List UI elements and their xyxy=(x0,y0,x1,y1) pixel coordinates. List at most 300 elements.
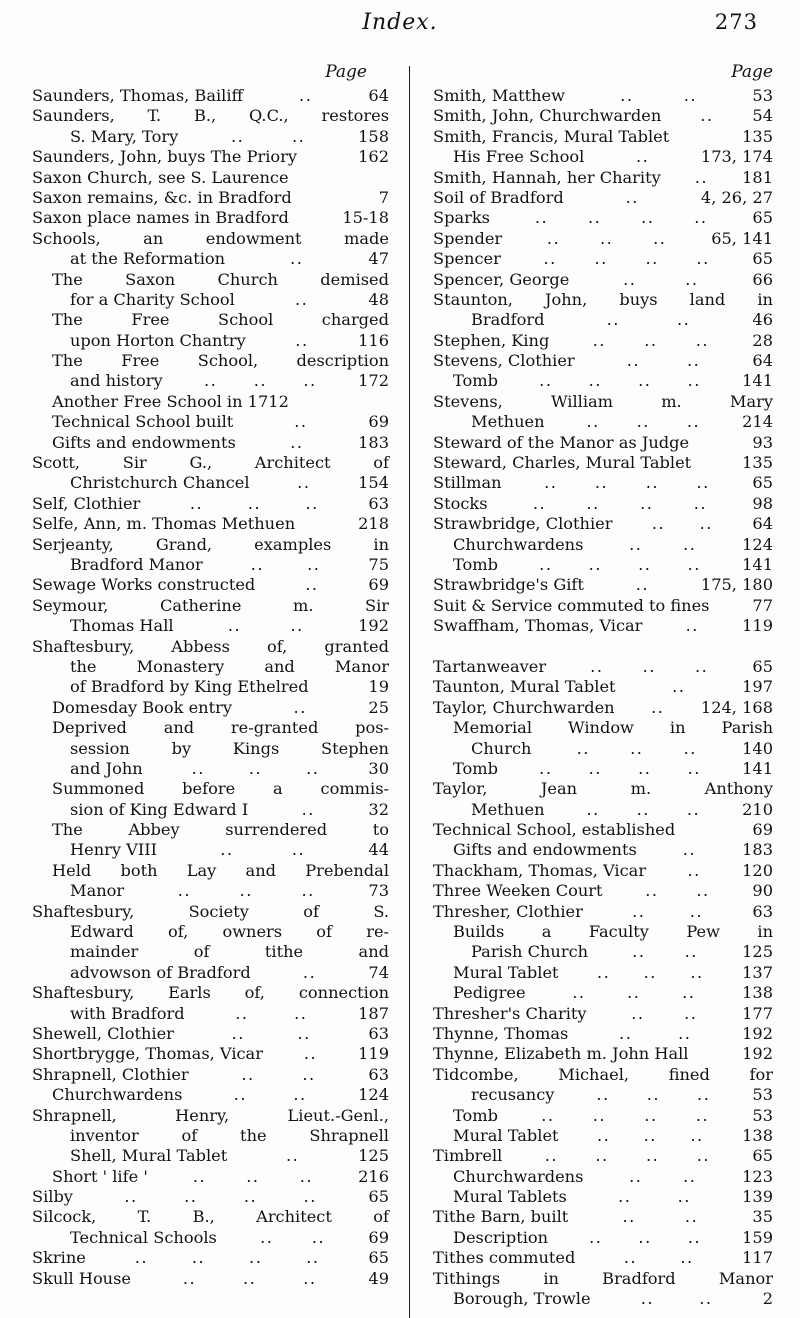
entry-text: The Saxon Church demised xyxy=(52,269,389,289)
entry-text: upon Horton Chantry xyxy=(70,330,246,350)
index-entry-line xyxy=(433,1126,773,1146)
page-number: 141 xyxy=(742,371,773,391)
entry-text: Technical School, established xyxy=(433,820,676,840)
index-entry-line xyxy=(433,902,773,922)
index-entry-line xyxy=(32,922,389,942)
index-entry-line xyxy=(32,127,389,147)
page-number: 47 xyxy=(368,249,389,269)
page-number: 64 xyxy=(752,351,773,371)
entry-text: Tomb xyxy=(453,1105,498,1125)
page-number: 66 xyxy=(752,269,773,289)
index-entry-line xyxy=(32,1248,389,1268)
page-number: 77 xyxy=(752,595,773,615)
page-number: 192 xyxy=(742,1044,773,1064)
index-entry-line xyxy=(32,535,389,555)
entry-text: Tidcombe, Michael, fined for xyxy=(433,1064,773,1084)
page-number: 25 xyxy=(368,697,389,717)
entry-text: Smith, Francis, Mural Tablet xyxy=(433,126,670,146)
page-number: 162 xyxy=(358,147,389,167)
entry-text: for a Charity School xyxy=(70,289,235,309)
index-entry-line xyxy=(433,1065,773,1085)
entry-text: Stocks xyxy=(433,493,488,513)
page-number: 197 xyxy=(742,677,773,697)
leader-dots: .. .. xyxy=(260,1227,326,1247)
index-entry-line xyxy=(433,1004,773,1024)
leader-dots: .. .. .. xyxy=(546,228,667,248)
entry-text: Shewell, Clothier xyxy=(32,1023,174,1043)
entry-text: Thynne, Elizabeth m. John Hall xyxy=(433,1044,689,1064)
leader-dots: .. .. xyxy=(631,1003,698,1023)
index-entry-line xyxy=(433,698,773,718)
index-column-right xyxy=(433,60,773,1309)
leader-dots: .. .. .. .. xyxy=(544,473,710,493)
entry-text: Taunton, Mural Tablet xyxy=(433,677,616,697)
page-number: 69 xyxy=(368,1227,389,1247)
leader-dots: .. .. .. .. xyxy=(134,1248,320,1268)
entry-text: Church xyxy=(471,738,532,758)
entry-text: Stevens, Clothier xyxy=(433,351,575,371)
page-number: 65 xyxy=(752,249,773,269)
page-number: 63 xyxy=(368,1023,389,1043)
index-entry-line xyxy=(433,147,773,167)
page-number: 65 xyxy=(752,656,773,676)
entry-text: Methuen xyxy=(471,799,545,819)
page-number: 183 xyxy=(358,432,389,452)
index-column-left xyxy=(32,60,389,1289)
leader-dots: .. xyxy=(286,1146,300,1166)
entry-text: Domesday Book entry xyxy=(52,697,232,717)
page-number: 159 xyxy=(742,1227,773,1247)
entry-text: Parish Church xyxy=(471,942,589,962)
entry-text: Mural Tablet xyxy=(453,1125,559,1145)
page-number: 124 xyxy=(742,534,773,554)
leader-dots: .. .. .. .. xyxy=(539,554,701,574)
entry-text: S. Mary, Tory xyxy=(70,126,179,146)
index-entry-line xyxy=(433,739,773,759)
leader-dots: .. .. .. .. xyxy=(541,1105,710,1125)
entry-text: Builds a Faculty Pew in xyxy=(453,922,773,942)
entry-text: Short ' life ' xyxy=(52,1166,148,1186)
leader-dots: .. xyxy=(299,86,313,105)
page-number: 141 xyxy=(742,758,773,778)
entry-text: Description xyxy=(453,1227,549,1247)
page-column-label: Page xyxy=(325,62,367,82)
leader-dots: .. .. xyxy=(629,1166,697,1186)
entry-text: Christchurch Chancel xyxy=(70,473,250,493)
entry-text: Stillman xyxy=(433,473,502,493)
entry-text: The Free School, description xyxy=(52,351,389,371)
index-entry-line xyxy=(433,616,773,636)
index-entry-line xyxy=(32,412,389,432)
page-number: 192 xyxy=(358,616,389,636)
index-entry-line xyxy=(32,371,389,391)
entry-text: Bradford Manor xyxy=(70,554,203,574)
entry-text: Spender xyxy=(433,228,503,248)
entry-text: Soil of Bradford xyxy=(433,187,564,207)
entry-text: Skull House xyxy=(32,1268,131,1288)
index-entry-line xyxy=(433,983,773,1003)
entry-text: recusancy xyxy=(471,1085,555,1105)
index-entry-line xyxy=(433,1207,773,1227)
page-number: 65 xyxy=(368,1187,389,1207)
entry-text: Methuen xyxy=(471,412,545,432)
leader-dots: .. .. .. .. xyxy=(124,1187,317,1207)
entry-text: Spencer xyxy=(433,249,501,269)
leader-dots: .. .. .. .. xyxy=(543,249,710,269)
leader-dots: .. .. .. xyxy=(586,412,701,432)
index-entry-line xyxy=(433,127,773,147)
leader-dots: .. .. .. xyxy=(576,738,697,758)
entry-text: Saunders, Thomas, Bailiff xyxy=(32,86,244,105)
entry-text: Smith, John, Churchwarden xyxy=(433,106,662,126)
page-number: 137 xyxy=(742,962,773,982)
leader-dots: .. xyxy=(301,799,315,819)
leader-dots: .. .. xyxy=(619,1023,692,1043)
index-entry-line xyxy=(433,1085,773,1105)
page-number: 53 xyxy=(752,1085,773,1105)
entry-text: His Free School xyxy=(453,147,585,167)
index-entry-line xyxy=(433,188,773,208)
entry-text: Shell, Mural Tablet xyxy=(70,1146,228,1166)
page-number: 183 xyxy=(742,840,773,860)
entry-text: Seymour, Catherine m. Sir xyxy=(32,595,389,615)
entry-text: Henry VIII xyxy=(70,840,158,860)
page-number: 135 xyxy=(742,126,773,146)
leader-dots: .. xyxy=(290,432,304,452)
entry-text: Memorial Window in Parish xyxy=(453,718,773,738)
entry-text: Steward of the Manor as Judge xyxy=(433,432,690,452)
index-entry-line xyxy=(433,1269,773,1289)
index-entry-line xyxy=(433,1024,773,1044)
section-gap xyxy=(433,637,773,657)
entry-text: Stevens, William m. Mary xyxy=(433,391,773,411)
index-entry-line xyxy=(433,718,773,738)
page-number: 216 xyxy=(358,1166,389,1186)
index-entry-line xyxy=(433,677,773,697)
page-number: 2 xyxy=(762,1289,773,1309)
index-entry-line xyxy=(32,1167,389,1187)
entry-text: Skrine xyxy=(32,1248,86,1268)
entry-text: and history xyxy=(70,371,163,391)
leader-dots: .. xyxy=(302,962,317,982)
leader-dots: .. xyxy=(625,187,639,207)
entry-text: with Bradford xyxy=(70,1003,185,1023)
entry-text: Silcock, T. B., Architect of xyxy=(32,1207,389,1227)
entry-text: Edward of, owners of re- xyxy=(70,922,389,942)
entry-text: Staunton, John, buys land in xyxy=(433,289,773,309)
index-entry-line xyxy=(433,1289,773,1309)
index-entry-line xyxy=(433,1044,773,1064)
page-number: 65 xyxy=(368,1248,389,1268)
leader-dots: .. .. xyxy=(632,942,698,962)
entry-text: Schools, an endowment made xyxy=(32,228,389,248)
entry-text: Churchwardens xyxy=(453,534,584,554)
page-number: 140 xyxy=(742,738,773,758)
leader-dots: .. .. .. xyxy=(596,962,704,982)
leader-dots: .. xyxy=(700,106,714,126)
index-entry-line xyxy=(32,596,389,616)
entry-text: Churchwardens xyxy=(52,1085,183,1105)
index-entry-line xyxy=(433,861,773,881)
leader-dots: .. .. xyxy=(235,1003,308,1023)
index-entry-line xyxy=(32,881,389,901)
index-entry-line xyxy=(433,1187,773,1207)
leader-dots: .. xyxy=(694,167,709,187)
leader-dots: .. xyxy=(672,677,686,697)
entry-text: Shaftesbury, Earls of, connection xyxy=(32,983,389,1003)
index-entry-line xyxy=(433,596,773,616)
page-number: 119 xyxy=(742,616,773,636)
index-entry-line xyxy=(433,229,773,249)
leader-dots: .. xyxy=(682,840,697,860)
leader-dots: .. .. .. xyxy=(177,881,315,901)
entry-text: Tomb xyxy=(453,758,498,778)
entry-text: Churchwardens xyxy=(453,1166,584,1186)
leader-dots: .. xyxy=(297,473,311,493)
page-number: 120 xyxy=(742,860,773,880)
index-entry-line xyxy=(433,494,773,514)
entry-text: inventor of the Shrapnell xyxy=(70,1125,389,1145)
page-number: 135 xyxy=(742,453,773,473)
entry-text: Another Free School in 1712 xyxy=(52,391,289,411)
page-column-label: Page xyxy=(731,62,773,82)
leader-dots: .. .. xyxy=(623,1248,694,1268)
page-number: 7 xyxy=(378,187,389,207)
page-number: 214 xyxy=(742,412,773,432)
page-number: 54 xyxy=(752,106,773,126)
entry-text: Thomas Hall xyxy=(70,616,174,636)
entry-text: Smith, Matthew xyxy=(433,86,565,105)
entry-text: Bradford xyxy=(471,310,545,330)
leader-dots: .. xyxy=(294,412,308,432)
index-entry-line xyxy=(433,1146,773,1166)
leader-dots: .. .. xyxy=(227,616,304,636)
index-entry-line xyxy=(32,616,389,636)
page-number: 65 xyxy=(752,1146,773,1166)
index-entry-line xyxy=(32,779,389,799)
page-number: 175, 180 xyxy=(700,575,773,595)
index-entry-line xyxy=(32,575,389,595)
page-number: 93 xyxy=(752,432,773,452)
index-entry-line xyxy=(32,718,389,738)
page-number: 15-18 xyxy=(342,208,389,228)
page-number: 65, 141 xyxy=(711,228,773,248)
page-number: 173, 174 xyxy=(700,147,773,167)
entry-text: mainder of tithe and xyxy=(70,942,389,962)
running-title: Index. xyxy=(362,10,438,35)
entry-text: Sewage Works constructed xyxy=(32,575,256,595)
index-entry-line xyxy=(433,249,773,269)
folio-number: 273 xyxy=(714,10,758,34)
entry-text: Taylor, Jean m. Anthony xyxy=(433,779,773,799)
entry-text: Mural Tablet xyxy=(453,962,559,982)
entry-text: Tomb xyxy=(453,554,498,574)
index-entry-line xyxy=(32,249,389,269)
page-number: 73 xyxy=(368,881,389,901)
leader-dots: .. .. .. xyxy=(191,758,320,778)
leader-dots: .. .. xyxy=(626,351,701,371)
page-number: 69 xyxy=(752,820,773,840)
page-number: 158 xyxy=(358,126,389,146)
leader-dots: .. .. .. xyxy=(189,493,319,513)
leader-dots: .. xyxy=(305,575,319,595)
index-entry-line xyxy=(433,575,773,595)
index-entry-line xyxy=(433,270,773,290)
page-number: 123 xyxy=(742,1166,773,1186)
entry-text: Thackham, Thomas, Vicar xyxy=(433,860,647,880)
leader-dots: .. .. xyxy=(620,86,698,105)
index-entry-line xyxy=(433,433,773,453)
leader-dots: .. .. .. xyxy=(590,656,709,676)
entry-text: Thresher, Clothier xyxy=(433,901,583,921)
index-entry-line xyxy=(32,942,389,962)
leader-dots: .. .. .. .. xyxy=(539,758,701,778)
index-entry-line xyxy=(433,942,773,962)
leader-dots: .. xyxy=(294,289,309,309)
entry-text: Saxon remains, &c. in Bradford xyxy=(32,187,292,207)
page-number: 44 xyxy=(368,840,389,860)
index-entry-line xyxy=(433,331,773,351)
index-entry-line xyxy=(433,208,773,228)
entry-text: Thynne, Thomas xyxy=(433,1023,569,1043)
index-entry-line xyxy=(32,494,389,514)
entry-text: Steward, Charles, Mural Tablet xyxy=(433,453,692,473)
index-entry-line xyxy=(32,698,389,718)
leader-dots: .. xyxy=(293,697,307,717)
page-number: 98 xyxy=(752,493,773,513)
index-entry-line xyxy=(32,188,389,208)
index-entry-line xyxy=(32,290,389,310)
leader-dots: .. .. xyxy=(233,1085,307,1105)
entry-text: Smith, Hannah, her Charity xyxy=(433,167,661,187)
index-entry-line xyxy=(32,759,389,779)
index-entry-line xyxy=(433,106,773,126)
entry-text: Strawbridge, Clothier xyxy=(433,514,613,534)
entry-text: Strawbridge's Gift xyxy=(433,575,584,595)
index-entry-line xyxy=(32,677,389,697)
leader-dots: .. .. xyxy=(241,1064,316,1084)
leader-dots: .. .. xyxy=(230,126,306,146)
page-number: 4, 26, 27 xyxy=(700,187,773,207)
index-entry-line xyxy=(433,535,773,555)
leader-dots: .. .. .. xyxy=(572,983,696,1003)
page-number: 138 xyxy=(742,983,773,1003)
page-number: 30 xyxy=(368,758,389,778)
leader-dots: .. .. xyxy=(250,554,321,574)
index-entry-line xyxy=(32,1126,389,1146)
entry-text: Saunders, T. B., Q.C., restores xyxy=(32,106,389,126)
index-entry-line xyxy=(32,861,389,881)
index-entry-line xyxy=(32,1004,389,1024)
index-entry-line xyxy=(433,1248,773,1268)
index-entry-line xyxy=(32,902,389,922)
page-number: 32 xyxy=(368,799,389,819)
index-entry-line xyxy=(32,1044,389,1064)
entry-text: Tomb xyxy=(453,371,498,391)
entry-text: Shrapnell, Henry, Lieut.-Genl., xyxy=(32,1105,389,1125)
index-entry-line xyxy=(433,1106,773,1126)
entry-text: Suit & Service commuted to fines xyxy=(433,595,710,615)
entry-text: Tithe Barn, built xyxy=(433,1207,569,1227)
page-number: 172 xyxy=(358,371,389,391)
page-number: 119 xyxy=(358,1044,389,1064)
index-entry-line xyxy=(32,637,389,657)
entry-text: Mural Tablets xyxy=(453,1187,567,1207)
entry-text: Tithes commuted xyxy=(433,1248,576,1268)
leader-dots: .. .. .. xyxy=(592,330,710,350)
entry-text: Scott, Sir G., Architect of xyxy=(32,453,389,473)
index-entry-line xyxy=(433,1167,773,1187)
page-number: 139 xyxy=(742,1187,773,1207)
leader-dots: .. .. .. .. xyxy=(534,208,708,228)
page-number: 177 xyxy=(742,1003,773,1023)
index-entry-line xyxy=(433,371,773,391)
entry-text: Taylor, Churchwarden xyxy=(433,697,615,717)
entry-text: Gifts and endowments xyxy=(52,432,236,452)
index-entry-line xyxy=(32,1269,389,1289)
index-entry-line xyxy=(32,1146,389,1166)
index-entry-line xyxy=(433,392,773,412)
index-entry-line xyxy=(433,759,773,779)
page-number: 28 xyxy=(752,330,773,350)
leader-dots: .. .. .. xyxy=(192,1166,313,1186)
index-entry-line xyxy=(32,800,389,820)
page-number: 138 xyxy=(742,1125,773,1145)
index-entry-line xyxy=(32,208,389,228)
page-number: 69 xyxy=(368,412,389,432)
leader-dots: .. .. xyxy=(622,1207,699,1227)
index-entry-line xyxy=(32,555,389,575)
leader-dots: .. xyxy=(685,616,699,636)
entry-text: Shaftesbury, Society of S. xyxy=(32,901,389,921)
entry-text: Serjeanty, Grand, examples in xyxy=(32,534,389,554)
page-number: 49 xyxy=(368,1268,389,1288)
page-number: 35 xyxy=(752,1207,773,1227)
leader-dots: .. xyxy=(651,697,665,717)
index-entry-line xyxy=(32,1106,389,1126)
index-entry-line xyxy=(433,310,773,330)
index-entry-line xyxy=(433,657,773,677)
page-number: 181 xyxy=(742,167,773,187)
entry-text: Tithings in Bradford Manor xyxy=(433,1268,773,1288)
entry-text: Shaftesbury, Abbess of, granted xyxy=(32,636,389,656)
page-number: 192 xyxy=(742,1023,773,1043)
page-number: 74 xyxy=(368,962,389,982)
entry-text: The Free School charged xyxy=(52,310,389,330)
index-entry-line xyxy=(433,1228,773,1248)
page-number: 64 xyxy=(752,514,773,534)
index-entry-line xyxy=(32,739,389,759)
entry-text: Borough, Trowle xyxy=(453,1289,591,1309)
leader-dots: .. .. xyxy=(623,269,699,289)
page-number: 19 xyxy=(368,677,389,697)
index-entry-line xyxy=(32,1085,389,1105)
entry-text: Timbrell xyxy=(433,1146,503,1166)
leader-dots: .. .. .. .. xyxy=(544,1146,710,1166)
page-number: 125 xyxy=(742,942,773,962)
index-entry-line xyxy=(433,881,773,901)
page-number: 69 xyxy=(368,575,389,595)
page-number: 53 xyxy=(752,1105,773,1125)
page-number: 116 xyxy=(358,330,389,350)
page-number: 218 xyxy=(358,514,389,534)
leader-dots: .. .. .. .. xyxy=(532,493,708,513)
entry-text: and John xyxy=(70,758,143,778)
leader-dots: .. .. xyxy=(640,1289,713,1309)
entry-text: Three Weeken Court xyxy=(433,881,603,901)
index-entry-line xyxy=(433,473,773,493)
index-entry-line xyxy=(32,657,389,677)
